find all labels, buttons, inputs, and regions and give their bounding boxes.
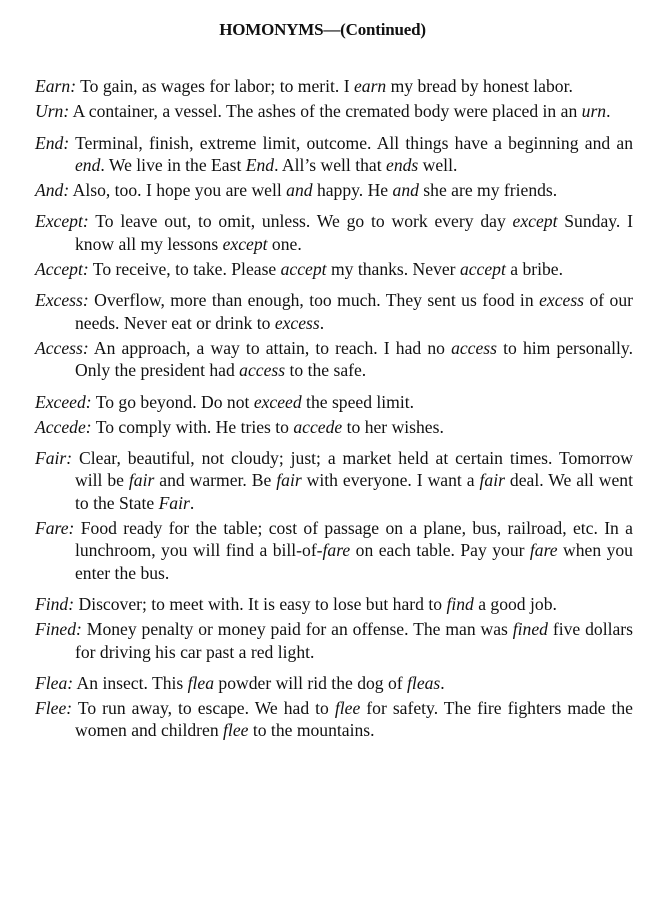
entry-term: Fare:: [35, 518, 75, 539]
example-word: except: [222, 233, 268, 254]
definition-text: one.: [267, 233, 302, 254]
definition-entry: [35, 100, 633, 122]
example-word: excess: [539, 290, 585, 311]
definition-text: happy. He: [312, 180, 393, 201]
example-word: fleas: [407, 672, 441, 693]
definition-text: five dollars for driving his car past a red light.: [75, 619, 633, 662]
definition-entry: [35, 593, 633, 615]
entry-term: Except:: [35, 211, 89, 232]
definition-text: to the mountains.: [248, 720, 375, 741]
example-word: accept: [280, 259, 327, 280]
definition-entry: [35, 416, 633, 438]
definition-text: and warmer. Be: [154, 470, 277, 491]
definition-text: my bread by honest labor.: [386, 76, 573, 96]
example-word: end: [75, 154, 101, 175]
entry-term: Excess:: [35, 290, 89, 311]
definition-entry: [35, 179, 633, 201]
definition-text: a good job.: [473, 593, 557, 614]
definition-text: Clear, beautiful, not cloudy; just; a market held at certain times. Tomorrow will be: [72, 448, 633, 491]
definition-text: Also, too. I hope you are well: [69, 180, 287, 201]
entry-term: Flea:: [35, 672, 74, 693]
definition-text: to him personally. Only the president had: [75, 337, 633, 381]
entry-term: Accept:: [35, 259, 89, 280]
definition-text: To gain, as wages for labor; to merit. I: [76, 76, 354, 96]
entry-term: End:: [35, 132, 70, 153]
definition-entry: [35, 258, 633, 280]
example-word: accede: [293, 416, 343, 437]
definition-text: powder will rid the dog of: [214, 672, 408, 693]
definition-entry: [35, 75, 633, 97]
definition-text: A container, a vessel. The ashes of the cremated body were placed in an: [69, 101, 582, 122]
entry-term: And:: [35, 180, 70, 201]
definition-text: to her wishes.: [342, 416, 444, 437]
example-word: and: [392, 180, 419, 201]
definition-text: .: [440, 672, 445, 693]
example-word: exceed: [253, 391, 302, 412]
definition-text: . We live in the East: [100, 154, 246, 175]
definition-text: .: [189, 492, 195, 513]
definition-text: my thanks. Never: [326, 259, 460, 280]
definition-text: to the safe.: [285, 360, 367, 381]
definition-text: the speed limit.: [301, 391, 415, 412]
definition-text: To leave out, to omit, unless. We go to work every day: [88, 211, 513, 232]
definition-entry: [35, 618, 633, 663]
definition-text: Money penalty or money paid for an offense. The man was: [81, 619, 513, 640]
definition-text: . All’s well that: [274, 154, 387, 175]
definition-text: To go beyond. Do not: [91, 391, 254, 412]
example-word: and: [286, 180, 313, 201]
entry-term: Access:: [35, 337, 89, 358]
definition-text: .: [319, 312, 325, 333]
example-word: excess: [274, 312, 320, 333]
entry-term: Accede:: [35, 416, 92, 437]
definition-text: with everyone. I want a: [301, 470, 480, 491]
definition-text: Terminal, finish, extreme limit, outcome. All things have a beginning and an: [69, 132, 633, 153]
entry-term: Urn:: [35, 101, 70, 122]
example-word: Fair: [158, 492, 190, 513]
definition-entry: [35, 697, 633, 742]
definition-entry: [35, 289, 633, 334]
entry-term: Earn:: [35, 76, 77, 96]
entry-term: Fair:: [35, 448, 73, 469]
definition-text: An approach, a way to attain, to reach. I had no: [88, 337, 452, 358]
example-word: ends: [386, 154, 419, 175]
page-title: HOMONYMS—(Continued): [219, 20, 426, 39]
definition-text: An insect. This: [73, 672, 188, 693]
homonym-pair: [35, 132, 633, 202]
homonym-pair: [35, 210, 633, 280]
definition-text: Sunday. I know all my lessons: [75, 211, 633, 254]
definition-text: Food ready for the table; cost of passage on a plane, bus, railroad, etc. In a lunchroom, you will find a bill-of-: [74, 518, 633, 561]
example-word: access: [451, 337, 497, 358]
definition-entry: [35, 210, 633, 255]
definition-text: Overflow, more than enough, too much. They sent us food in: [88, 290, 540, 311]
example-word: flea: [187, 672, 215, 693]
homonym-pair: [35, 391, 633, 439]
homonym-pair: [35, 672, 633, 742]
example-word: fare: [322, 540, 351, 561]
definition-entry: [35, 447, 633, 514]
homonym-list: [35, 75, 633, 751]
definition-entry: [35, 517, 633, 584]
entry-term: Fined:: [35, 619, 82, 640]
definition-entry: [35, 391, 633, 413]
homonym-pair: [35, 447, 633, 584]
definition-text: deal. We all went to the State: [75, 470, 633, 513]
entry-term: Find:: [35, 593, 75, 614]
definition-text: she are my friends.: [418, 180, 558, 201]
definition-text: Discover; to meet with. It is easy to lose but hard to: [74, 593, 447, 614]
definition-text: a bribe.: [505, 259, 564, 280]
example-word: find: [446, 593, 474, 614]
example-word: access: [239, 360, 286, 381]
example-word: fare: [529, 540, 558, 561]
example-word: flee: [334, 698, 361, 719]
example-word: End: [245, 154, 275, 175]
definition-text: well.: [418, 154, 458, 175]
definition-entry: [35, 672, 633, 694]
example-word: fined: [512, 619, 548, 640]
example-word: fair: [128, 470, 155, 491]
example-word: urn: [581, 101, 607, 122]
homonym-pair: [35, 593, 633, 663]
definition-text: To receive, to take. Please: [88, 259, 281, 280]
definition-text: for safety. The fire fighters made the women and children: [75, 698, 633, 741]
definition-text: .: [606, 101, 611, 122]
example-word: fair: [479, 470, 505, 491]
definition-text: of our needs. Never eat or drink to: [75, 290, 634, 333]
definition-text: when you enter the bus.: [75, 540, 633, 583]
homonym-pair: [35, 75, 633, 123]
definition-text: To run away, to escape. We had to: [72, 698, 335, 719]
example-word: flee: [223, 720, 249, 741]
definition-text: To comply with. He tries to: [91, 416, 294, 437]
definition-entry: [35, 337, 633, 382]
definition-text: on each table. Pay your: [350, 540, 530, 561]
example-word: fair: [276, 470, 302, 491]
example-word: accept: [459, 259, 506, 280]
example-word: except: [512, 211, 558, 232]
definition-entry: [35, 132, 633, 177]
entry-term: Flee:: [35, 698, 73, 719]
example-word: earn: [353, 76, 387, 96]
homonym-pair: [35, 289, 633, 381]
entry-term: Exceed:: [35, 391, 92, 412]
